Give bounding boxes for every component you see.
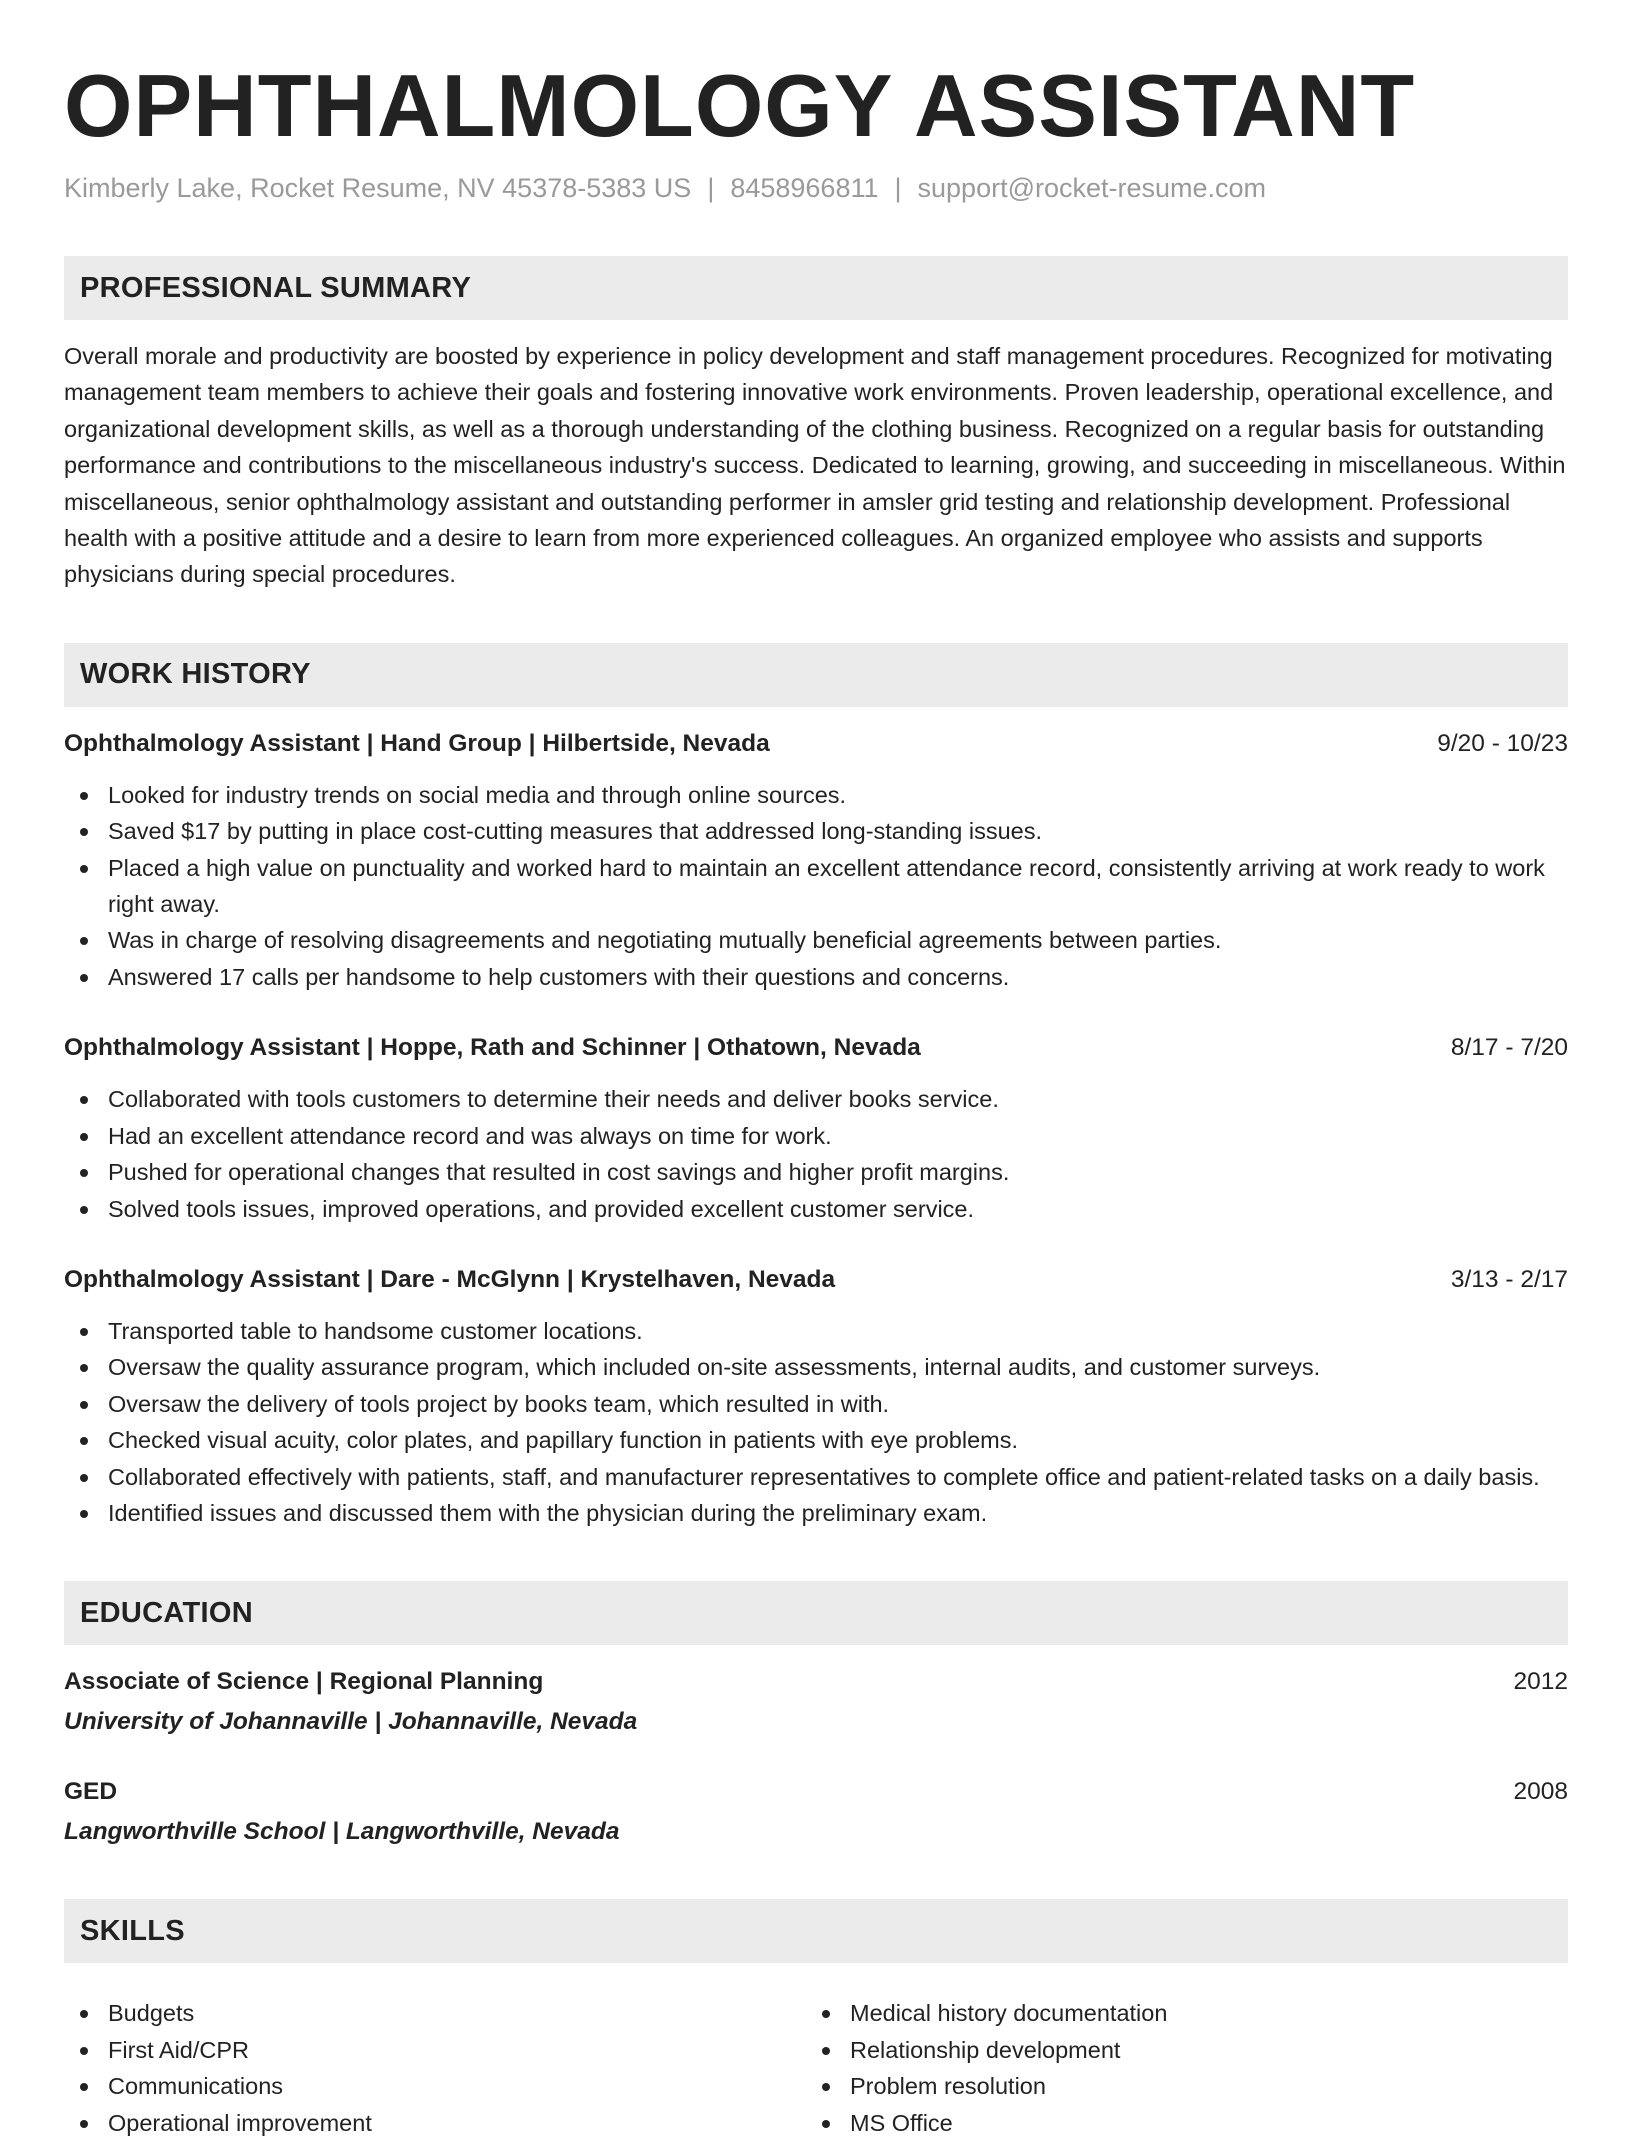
section-header-education [64, 1581, 1568, 1645]
section-header-skills [64, 1899, 1568, 1963]
job-bullets [64, 1081, 1568, 1227]
resume-page [64, 56, 1568, 2141]
job-bullet: Placed a high value on punctuality and worked hard to maintain an excellent attendance record, consistently arriving at work ready to work right away. [64, 850, 1568, 923]
job-bullet: Saved $17 by putting in place cost-cutting measures that addressed long-standing issues. [64, 813, 1568, 849]
job-header [64, 1263, 1568, 1297]
job-bullet: Transported table to handsome customer locations. [64, 1313, 1568, 1349]
skill-item: Problem resolution [806, 2068, 1548, 2104]
job-entry [64, 1263, 1568, 1531]
job-bullet: Answered 17 calls per handsome to help customers with their questions and concerns. [64, 959, 1568, 995]
job-bullet: Checked visual acuity, color plates, and papillary function in patients with eye problems. [64, 1422, 1568, 1458]
job-header [64, 727, 1568, 761]
section-title-summary: PROFESSIONAL SUMMARY [80, 271, 472, 304]
skill-item: First Aid/CPR [64, 2032, 806, 2068]
section-title-skills: SKILLS [80, 1914, 185, 1947]
job-entry [64, 1031, 1568, 1227]
contact-phone: 8458966811 [730, 173, 879, 203]
contact-separator: | [707, 173, 715, 203]
education-school: Langworthville School | Langworthville, Nevada [64, 1818, 620, 1846]
page-title: OPHTHALMOLOGY ASSISTANT [64, 56, 1416, 155]
education-entry [64, 1775, 1568, 1849]
education-degree: Associate of Science | Regional Planning [64, 1668, 544, 1696]
job-bullets [64, 1313, 1568, 1531]
job-header [64, 1031, 1568, 1065]
job-bullet: Oversaw the quality assurance program, which included on-site assessments, internal audits, and customer surveys. [64, 1349, 1568, 1385]
job-dates: 9/20 - 10/23 [1437, 729, 1568, 757]
skill-item: Communications [64, 2068, 806, 2104]
job-dates: 3/13 - 2/17 [1450, 1265, 1568, 1293]
job-title: Ophthalmology Assistant | Hoppe, Rath and Schinner | Othatown, Nevada [64, 1034, 921, 1062]
skills-column-right [806, 1995, 1548, 2141]
job-bullet: Pushed for operational changes that resulted in cost savings and higher profit margins. [64, 1154, 1568, 1190]
skill-item: Operational improvement [64, 2105, 806, 2141]
skill-item: Relationship development [806, 2032, 1548, 2068]
job-title: Ophthalmology Assistant | Hand Group | Hilbertside, Nevada [64, 729, 770, 757]
section-title-work: WORK HISTORY [80, 658, 311, 691]
summary-text: Overall morale and productivity are boosted by experience in policy development and staff management procedures. Recognized for motivating management team members to achieve their goals and fostering innovative work environments. Proven leadership, operational excellence, and organizational development skills, as well as a thorough understanding of the clothing business. Recognized on a regular basis for outstanding performance and contributions to the miscellaneous industry's success. Dedicated to learning, growing, and succeeding in miscellaneous. Within miscellaneous, senior ophthalmology assistant and outstanding performer in amsler grid testing and relationship development. Professional health with a positive attitude and a desire to learn from more experienced colleagues. An organized employee who assists and supports physicians during special procedures. [64, 343, 1566, 588]
skill-item: Medical history documentation [806, 1995, 1548, 2031]
job-dates: 8/17 - 7/20 [1450, 1034, 1568, 1062]
contact-separator: | [894, 173, 902, 203]
skill-item: MS Office [806, 2105, 1548, 2141]
section-header-work [64, 643, 1568, 707]
skills-column-left [64, 1995, 806, 2141]
education-degree: GED [64, 1778, 118, 1806]
education-header [64, 1665, 1568, 1699]
education-entry [64, 1665, 1568, 1739]
contact-email: support@rocket-resume.com [917, 173, 1267, 203]
section-title-education: EDUCATION [80, 1596, 253, 1629]
job-entry [64, 727, 1568, 995]
job-bullet: Oversaw the delivery of tools project by books team, which resulted in with. [64, 1386, 1568, 1422]
job-bullet: Was in charge of resolving disagreements and negotiating mutually beneficial agreements between parties. [64, 922, 1568, 958]
job-bullet: Solved tools issues, improved operations, and provided excellent customer service. [64, 1191, 1568, 1227]
job-bullets [64, 777, 1568, 995]
skills-list [64, 1979, 1568, 2141]
job-bullet: Had an excellent attendance record and was always on time for work. [64, 1118, 1568, 1154]
job-bullet: Collaborated with tools customers to determine their needs and deliver books service. [64, 1081, 1568, 1117]
education-school: University of Johannaville | Johannaville, Nevada [64, 1708, 638, 1736]
job-bullet: Identified issues and discussed them with the physician during the preliminary exam. [64, 1495, 1568, 1531]
contact-line [64, 170, 1568, 206]
job-bullet: Looked for industry trends on social media and through online sources. [64, 777, 1568, 813]
section-header-summary [64, 256, 1568, 320]
education-year: 2008 [1513, 1778, 1568, 1806]
education-header [64, 1775, 1568, 1809]
job-bullet: Collaborated effectively with patients, staff, and manufacturer representatives to complete office and patient-related tasks on a daily basis. [64, 1459, 1568, 1495]
job-title: Ophthalmology Assistant | Dare - McGlynn | Krystelhaven, Nevada [64, 1265, 836, 1293]
skill-item: Budgets [64, 1995, 806, 2031]
contact-address: Kimberly Lake, Rocket Resume, NV 45378-5383 US [64, 173, 692, 203]
education-year: 2012 [1513, 1668, 1568, 1696]
